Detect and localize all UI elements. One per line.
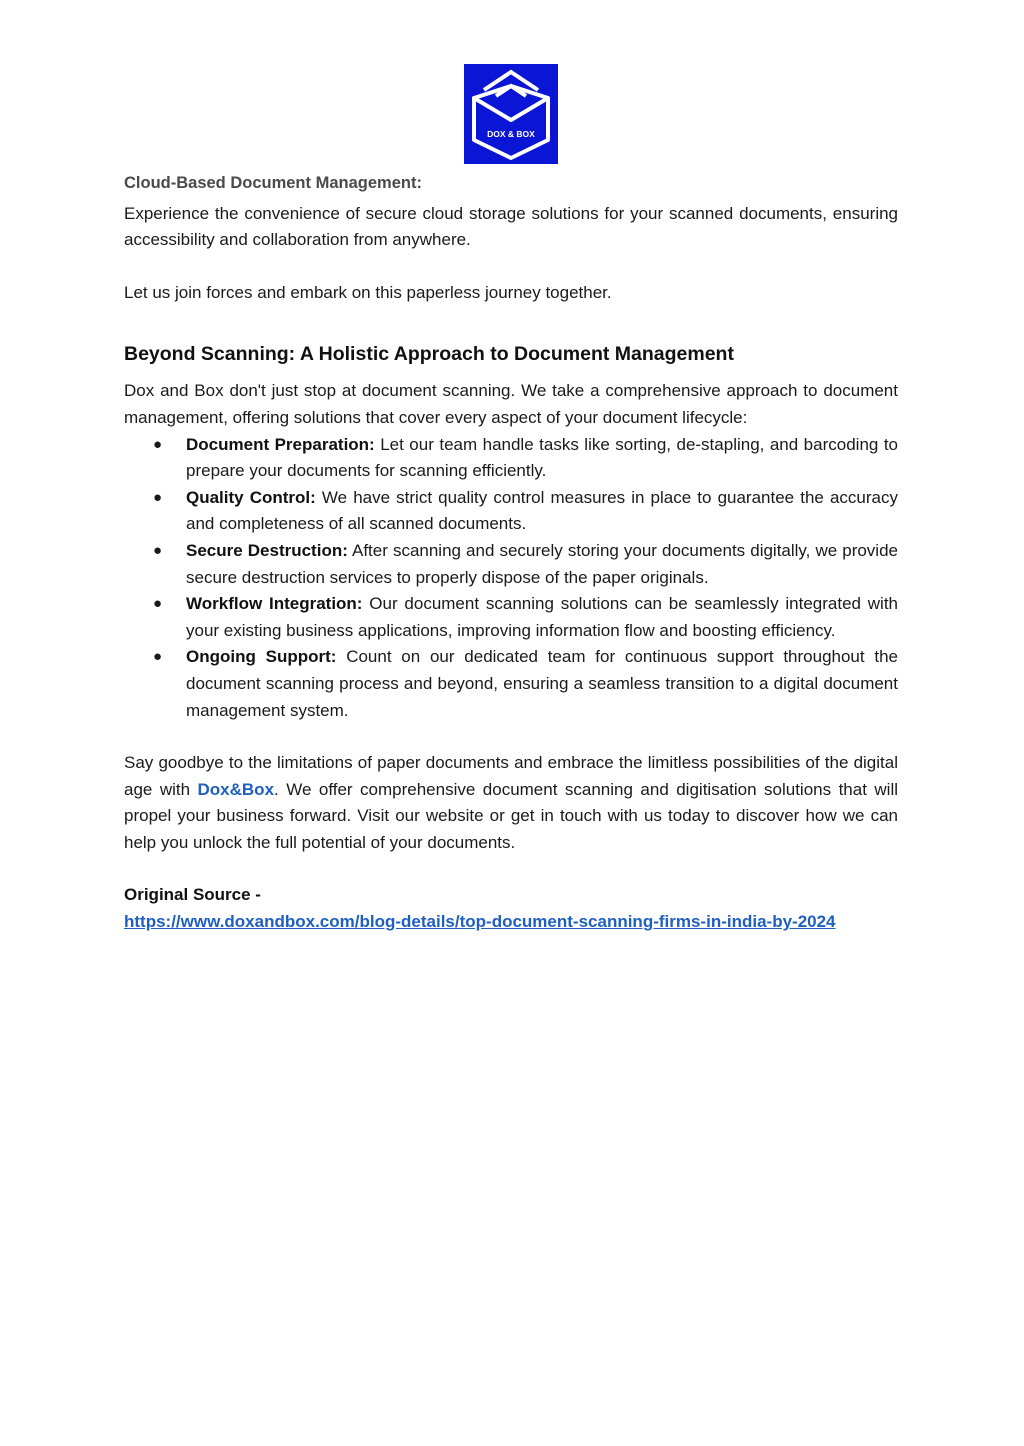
logo-text: DOX & BOX — [487, 129, 535, 139]
services-list — [124, 432, 898, 725]
list-item-label: Ongoing Support: — [186, 647, 337, 667]
list-item-label: Document Preparation: — [186, 434, 375, 454]
doxandbox-logo — [464, 64, 558, 164]
brand-link[interactable]: Dox&Box — [197, 779, 275, 799]
beyond-section-intro: Dox and Box don't just stop at document scanning. We take a comprehensive approach to document management, offering solutions that cover every aspect of your document lifecycle: — [124, 381, 898, 427]
list-item-text: After scanning and securely storing your documents digitally, we provide secure destruction services to properly dispose of the paper originals. — [186, 540, 898, 587]
list-item — [124, 432, 898, 485]
closing-text-before: Say goodbye to the limitations of paper documents and embrace the limitless possibilities of the digital age with — [124, 753, 898, 799]
list-item-text: We have strict quality control measures in place to guarantee the accuracy and completeness of all scanned documents. — [186, 487, 898, 534]
bullet-icon: ● — [153, 541, 163, 559]
list-item-text: Let our team handle tasks like sorting, de-stapling, and barcoding to prepare your documents for scanning efficiently. — [186, 434, 899, 481]
list-item-text: Count on our dedicated team for continuous support throughout the document scanning process and beyond, ensuring a seamless transition to a digital document management system. — [186, 647, 898, 720]
list-item-label: Quality Control: — [186, 487, 316, 507]
list-item-label: Secure Destruction: — [186, 540, 348, 560]
cloud-section-cta: Let us join forces and embark on this paperless journey together. — [124, 282, 612, 302]
bullet-icon: ● — [153, 595, 163, 613]
beyond-section-title: Beyond Scanning: A Holistic Approach to Document Management — [124, 343, 734, 366]
cloud-section-body: Experience the convenience of secure cloud storage solutions for your scanned documents, ensuring accessibility and collaboration from anywhere. — [124, 203, 898, 250]
bullet-icon: ● — [153, 435, 163, 453]
closing-paragraph — [124, 750, 898, 856]
list-item — [124, 485, 898, 538]
source-link[interactable]: https://www.doxandbox.com/blog-details/top-document-scanning-firms-in-india-by-2024 — [124, 912, 836, 932]
closing-text-after: . We offer comprehensive document scanning and digitisation solutions that will propel your business forward. Visit our website or get in touch with us today to discover how we can help you unlock the full potential of your documents. — [124, 779, 898, 852]
bullet-icon: ● — [153, 648, 163, 666]
source-label: Original Source - — [124, 885, 261, 905]
list-item-label: Workflow Integration: — [186, 594, 363, 614]
list-item-text: Our document scanning solutions can be seamlessly integrated with your existing business applications, improving information flow and boosting efficiency. — [186, 594, 899, 640]
document-body — [124, 170, 898, 936]
cloud-section-heading: Cloud-Based Document Management: — [124, 174, 422, 192]
doxandbox-logo-icon — [464, 64, 558, 164]
list-item — [124, 591, 898, 644]
bullet-icon: ● — [153, 488, 163, 506]
list-item — [124, 644, 898, 724]
list-item — [124, 538, 898, 591]
